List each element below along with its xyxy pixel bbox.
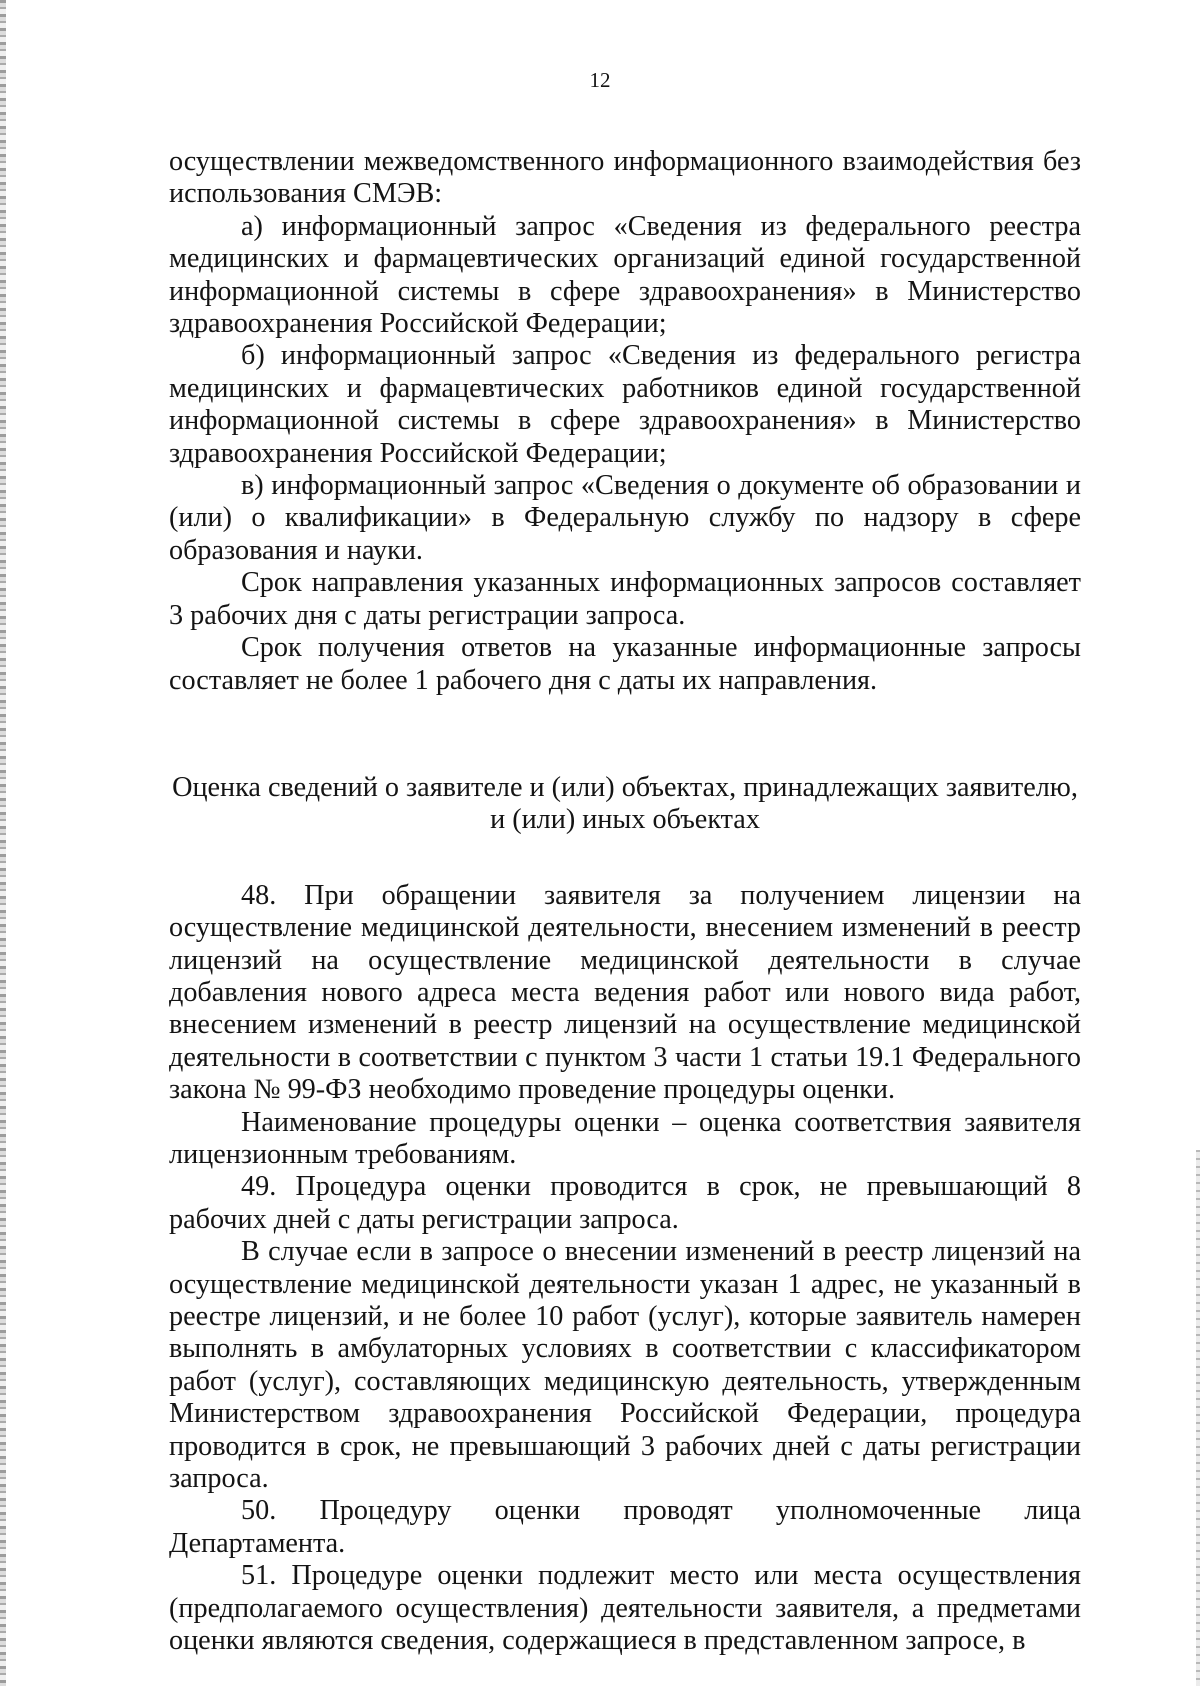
scan-edge-left xyxy=(0,0,6,1686)
paragraph-48: 48. При обращении заявителя за получением лицензии на осуществление медицинской деятельности, внесением изменений в реестр лицензий на осуществление медицинской деятельности в случае добавления нового адреса места ведения работ или нового вида работ, внесением изменений в реестр лицензий на осуществление медицинской деятельности в соответствии с пунктом 3 части 1 статьи 19.1 Федерального закона № 99-ФЗ необходимо проведение процедуры оценки. xyxy=(169,879,1081,1106)
paragraph-item-a: а) информационный запрос «Сведения из федерального реестра медицинских и фармацевтических организаций единой государственной информационной системы в сфере здравоохранения» в Министерство здравоохранения Российской Федерации; xyxy=(169,210,1081,340)
paragraph-response-deadline: Срок получения ответов на указанные информационные запросы составляет не более 1 рабочего дня с даты их направления. xyxy=(169,632,1081,696)
paragraph-item-b: б) информационный запрос «Сведения из федерального регистра медицинских и фармацевтических работников единой государственной информационной системы в сфере здравоохранения» в Министерство здравоохранения Российской Федерации; xyxy=(169,340,1081,469)
scan-edge-right xyxy=(1196,1150,1200,1686)
paragraph-continuation: осуществлении межведомственного информационного взаимодействия без использования СМЭВ: xyxy=(169,146,1081,210)
paragraph-49: 49. Процедура оценки проводится в срок, не превышающий 8 рабочих дней с даты регистрации запроса. xyxy=(169,1171,1081,1235)
section-heading-line-1: Оценка сведений о заявителе и (или) объектах, принадлежащих заявителю, xyxy=(172,771,1078,803)
paragraph-procedure-name: Наименование процедуры оценки – оценка соответствия заявителя лицензионным требованиям. xyxy=(169,1106,1081,1170)
page-number: 12 xyxy=(589,68,611,92)
section-heading-line-2: и (или) иных объектах xyxy=(490,804,760,836)
paragraph-request-deadline: Срок направления указанных информационных запросов составляет 3 рабочих дня с даты регистрации запроса. xyxy=(169,567,1081,631)
section-heading-block xyxy=(169,772,1081,837)
paragraph-50: 50. Процедуру оценки проводят уполномоченные лица Департамента. xyxy=(169,1495,1081,1559)
paragraph-49-case: В случае если в запросе о внесении изменений в реестр лицензий на осуществление медицинской деятельности указан 1 адрес, не указанный в реестре лицензий, и не более 10 работ (услуг), которые заявитель намерен выполнять в амбулаторных условиях в соответствии с классификатором работ (услуг), составляющих медицинскую деятельность, утвержденным Министерством здравоохранения Российской Федерации, процедура проводится в срок, не превышающий 3 рабочих дней с даты регистрации запроса. xyxy=(169,1236,1081,1495)
paragraph-51: 51. Процедуре оценки подлежит место или места осуществления (предполагаемого осуществления) деятельности заявителя, а предметами оценки являются сведения, содержащиеся в представленном запросе, в xyxy=(169,1560,1081,1657)
paragraph-item-v: в) информационный запрос «Сведения о документе об образовании и (или) о квалификации» в Федеральную службу по надзору в сфере образования и науки. xyxy=(169,470,1081,566)
document-body xyxy=(169,146,1081,1657)
